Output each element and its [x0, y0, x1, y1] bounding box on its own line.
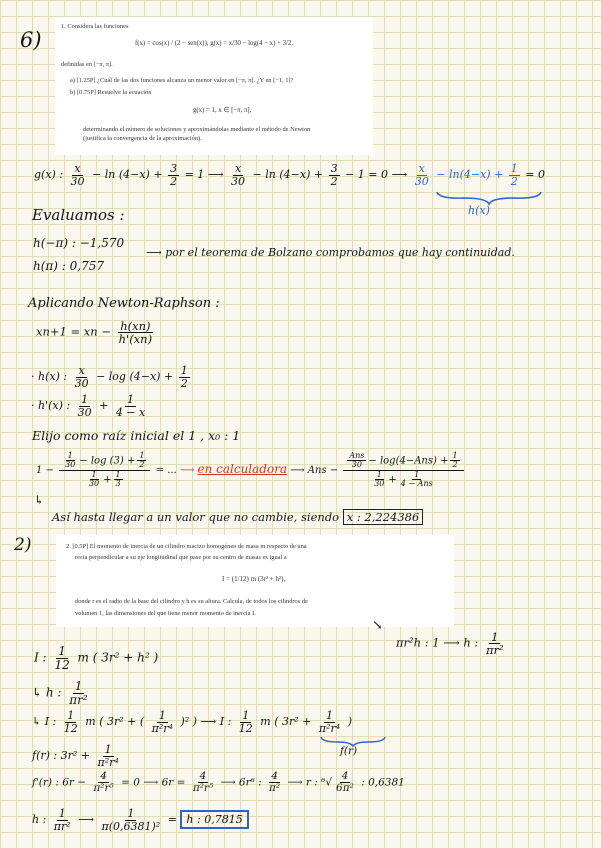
statement-line-3: donde r es el radio de la base del cilindro y h es su altura. Calcula, de todos los cilindros de: [75, 598, 308, 605]
fraction: $\frac{1}{30}$ − log (3) + $\frac{1}{2}$ $\frac{1}{30}$ + $\frac{1}{3}$: [59, 452, 150, 489]
fraction: $\frac{h(xn)}{h'(xn)}$: [118, 319, 153, 347]
h-result-box: h : 0,7815: [180, 810, 248, 829]
problem-2-statement: [56, 535, 454, 627]
problem-1-number: 6): [20, 28, 42, 52]
conclusion-text: Así hasta llegar a un valor que no cambie, siendo x : 2,224386: [52, 510, 423, 524]
g-equation-line: g(x) : $\frac{x}{30}$ − ln (4−x) + $\frac{3}{2}$ = 1 ⟶ $\frac{x}{30}$ − ln (4−x) + $\frac{3}{2}$ − 1 = 0 ⟶ $\frac{x}{30}$ − ln(4−x) + $\frac{1}{2}$ = 0: [34, 162, 546, 188]
newton-heading: Aplicando Newton-Raphson :: [28, 296, 220, 311]
problem-2-number: 2): [14, 535, 32, 555]
statement-title: 1. Considera las funciones: [61, 23, 129, 30]
h-pi: h(π) : 0,757: [33, 259, 105, 273]
inertia-formula: I : $\frac{1}{12}$ m ( 3r² + h² ): [34, 644, 159, 672]
statement-equation: g(x) = 1, x ∈ [−π, π],: [193, 107, 252, 114]
statement-functions: f(x) = cos(x) / (2 − sen(x)), g(x) = x/30 − log(4 − x) + 3/2,: [135, 40, 293, 47]
statement-line-2: recta perpendicular a su eje longitudinal que pase por su centro de masas es igual a: [75, 554, 287, 561]
newton-iteration: 1 − $\frac{1}{30}$ − log (3) + $\frac{1}{2}$ $\frac{1}{30}$ + $\frac{1}{3}$ = ... ⟶ en calculadora ⟶ Ans − $\frac{\text{Ans}}{30}$ − log(4−Ans) + $\frac{1}{2}$ $\frac{1}{30}$ + $\frac{1}{\text{4 − Ans}}$: [36, 452, 466, 489]
h-final: h : $\frac{1}{\text{πr²}}$ ⟶ $\frac{1}{\text{π(0,6381)²}}$ = h : 0,7815: [32, 808, 249, 832]
statement-method-1: determinando el número de soluciones y aproximándolas mediante el método de Newton: [83, 126, 311, 133]
f-derivative: f'(r) : 6r − $\frac{4}{\text{π²r⁵}}$ = 0 ⟶ 6r = $\frac{4}{\text{π²r⁵}}$ ⟶ 6r⁶ : $\frac{4}{\text{π²}}$ ⟶ r : ⁶√ $\frac{4}{\text{6π²}}$ : 0,6381: [32, 770, 405, 795]
fraction: $\frac{x}{30}$: [231, 162, 246, 188]
h-prime-definition: · h'(x) : $\frac{1}{30}$ + $\frac{1}{4 - x}$: [31, 393, 146, 419]
statement-line-1: 2. [0.5P] El momento de inercia de un cilindro macizo homogéneo de masa m respecto de una: [66, 543, 307, 550]
problem-1-statement: [55, 17, 373, 155]
initial-root-note: Elijo como raíz inicial el 1 , x₀ : 1: [32, 428, 241, 443]
result-box: x : 2,224386: [343, 509, 424, 525]
fraction: $\frac{x}{30}$: [70, 162, 85, 188]
h-substitution: ↳ h : $\frac{1}{\text{πr²}}$: [32, 679, 88, 707]
fraction: $\frac{3}{2}$: [170, 162, 178, 188]
newton-formula: xn+1 = xn − $\frac{h(xn)}{h'(xn)}$: [36, 319, 153, 347]
f-label: f(r): [340, 745, 358, 757]
inertia-substituted: ↳ I : $\frac{1}{12}$ m ( 3r² + ( $\frac{1}{\text{π²r⁴}}$ )² ) ⟶ I : $\frac{1}{12}$ m ( 3r² + $\frac{1}{\text{π²r⁴}}$ ): [32, 709, 352, 735]
h-label: h(x): [468, 204, 490, 217]
conclusion-hook: ↳: [34, 493, 45, 507]
statement-line-4: volumen 1, las dimensiones del que tiene menor momento de inercia I.: [75, 610, 256, 617]
calculator-note: en calculadora: [197, 461, 288, 476]
statement-formula: I = (1/12) m (3r² + h²),: [222, 575, 286, 583]
h-definition: · h(x) : $\frac{x}{30}$ − log (4−x) + $\frac{1}{2}$: [31, 364, 188, 390]
fraction: $\frac{\text{Ans}}{30}$ − log(4−Ans) + $\frac{1}{2}$ $\frac{1}{30}$ + $\frac{1}{\text{4 − Ans}}$: [343, 452, 463, 489]
fraction: $\frac{3}{2}$: [330, 162, 338, 188]
statement-method-2: (justifica la convergencia de la aproximación).: [83, 135, 202, 142]
h-expression: $\frac{x}{30}$ − ln(4−x) + $\frac{1}{2}$: [414, 162, 518, 188]
red-arrow: ⟶: [179, 464, 195, 476]
f-definition: f(r) : 3r² + $\frac{1}{\text{π²r⁴}}$: [32, 743, 119, 769]
bolzano-note: ⟶ por el teorema de Bolzano comprobamos que hay continuidad.: [146, 246, 515, 259]
statement-part-a: a) [1.25P] ¿Cuál de las dos funciones alcanza un menor valor en [−π, π]. ¿Y en [−1, 1]?: [70, 77, 294, 84]
evaluamos-heading: Evaluamos :: [32, 206, 125, 224]
volume-hook: ↘: [372, 618, 383, 633]
statement-domain: definidas en [−π, π].: [61, 61, 113, 68]
h-neg-pi: h(−π) : −1,570: [33, 236, 125, 250]
g-lead: g(x) :: [34, 168, 64, 182]
volume-constraint: πr²h : 1 ⟶ h : $\frac{1}{\text{πr²}}$: [396, 630, 504, 658]
statement-part-b: b) [0.75P] Resuelve la ecuación: [70, 89, 152, 96]
